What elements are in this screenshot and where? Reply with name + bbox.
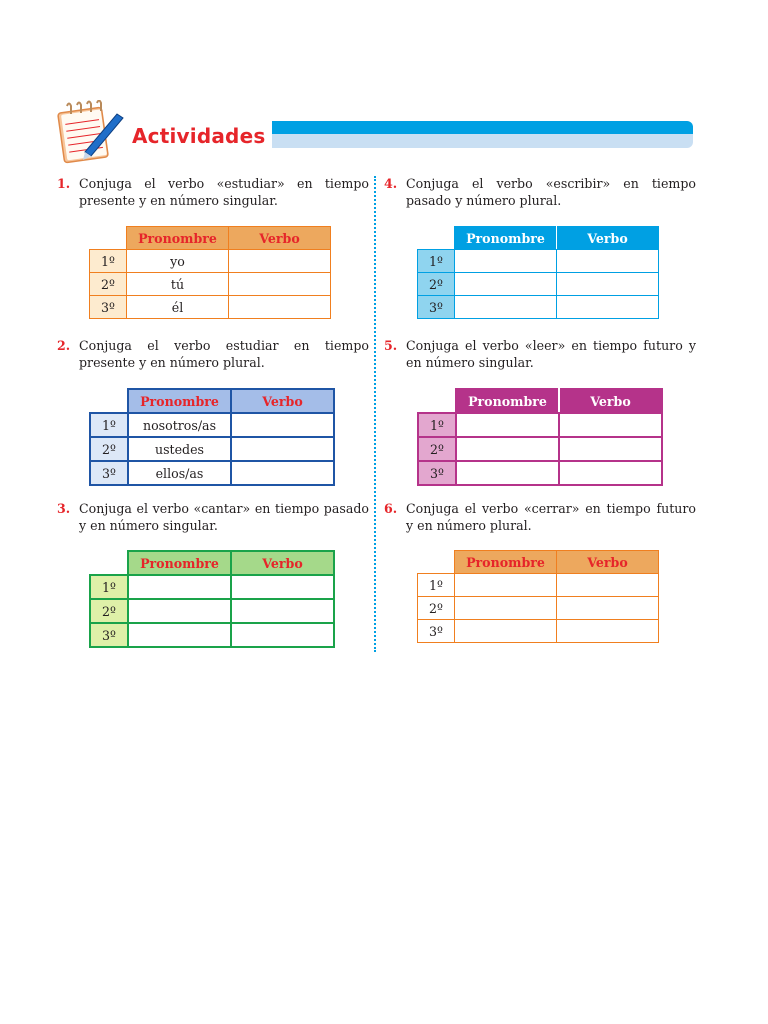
exercise-5-number: 5. bbox=[384, 338, 398, 353]
pronoun-answer-cell[interactable] bbox=[455, 273, 557, 296]
exercise-5-text: 5. Conjuga el verbo «leer» en tiempo futuro y en número singular. bbox=[384, 338, 696, 370]
verb-answer-cell[interactable] bbox=[231, 575, 334, 599]
pronoun-answer-cell[interactable] bbox=[456, 461, 559, 485]
row-number: 3º bbox=[418, 461, 456, 485]
row-number: 3º bbox=[90, 461, 128, 485]
verb-answer-cell[interactable] bbox=[557, 296, 659, 319]
row-number: 2º bbox=[90, 273, 127, 296]
row-number: 2º bbox=[90, 437, 128, 461]
verb-answer-cell[interactable] bbox=[229, 296, 331, 319]
verb-answer-cell[interactable] bbox=[231, 599, 334, 623]
verb-answer-cell[interactable] bbox=[229, 273, 331, 296]
exercise-1-number: 1. bbox=[57, 176, 71, 191]
header-verbo: Verbo bbox=[557, 551, 659, 574]
row-number: 1º bbox=[90, 575, 128, 599]
verb-answer-cell[interactable] bbox=[557, 574, 659, 597]
table-exercise-6 bbox=[417, 550, 659, 643]
pronoun-cell: tú bbox=[127, 273, 229, 296]
header-pronombre: Pronombre bbox=[127, 227, 229, 250]
header-verbo: Verbo bbox=[229, 227, 331, 250]
header-bar-top bbox=[272, 121, 693, 134]
row-number: 1º bbox=[90, 250, 127, 273]
row-number: 3º bbox=[90, 623, 128, 647]
verb-answer-cell[interactable] bbox=[559, 413, 662, 437]
pronoun-answer-cell[interactable] bbox=[455, 597, 557, 620]
row-number: 3º bbox=[418, 620, 455, 643]
header-pronombre: Pronombre bbox=[455, 551, 557, 574]
table-exercise-5 bbox=[417, 388, 663, 486]
header-pronombre: Pronombre bbox=[128, 389, 231, 413]
exercise-4 bbox=[384, 175, 696, 209]
verb-answer-cell[interactable] bbox=[231, 437, 334, 461]
notebook-pen-icon bbox=[55, 100, 127, 164]
pronoun-answer-cell[interactable] bbox=[128, 599, 231, 623]
pronoun-answer-cell[interactable] bbox=[128, 575, 231, 599]
exercise-5 bbox=[384, 337, 696, 371]
verb-answer-cell[interactable] bbox=[557, 597, 659, 620]
verb-answer-cell[interactable] bbox=[559, 461, 662, 485]
exercise-4-text: 4. Conjuga el verbo «escribir» en tiempo pasado y número plural. bbox=[384, 176, 696, 208]
table-exercise-3 bbox=[89, 550, 335, 648]
header-verbo: Verbo bbox=[557, 227, 659, 250]
header-bar-bottom bbox=[272, 134, 693, 148]
exercise-2-number: 2. bbox=[57, 338, 71, 353]
verb-answer-cell[interactable] bbox=[231, 413, 334, 437]
pronoun-cell: ustedes bbox=[128, 437, 231, 461]
exercise-1 bbox=[57, 175, 369, 209]
exercise-4-number: 4. bbox=[384, 176, 398, 191]
exercise-6-number: 6. bbox=[384, 501, 398, 516]
table-exercise-2 bbox=[89, 388, 335, 486]
verb-answer-cell[interactable] bbox=[231, 461, 334, 485]
header-pronombre: Pronombre bbox=[456, 389, 559, 413]
header-verbo: Verbo bbox=[231, 389, 334, 413]
column-divider bbox=[374, 176, 376, 652]
exercise-2-text: 2. Conjuga el verbo estudiar en tiempo presente y en número plural. bbox=[57, 338, 369, 370]
row-number: 1º bbox=[90, 413, 128, 437]
row-number: 2º bbox=[418, 437, 456, 461]
exercise-1-text: 1. Conjuga el verbo «estudiar» en tiempo presente y en número singular. bbox=[57, 176, 369, 208]
pronoun-answer-cell[interactable] bbox=[455, 250, 557, 273]
pronoun-answer-cell[interactable] bbox=[128, 623, 231, 647]
exercise-3-text: 3. Conjuga el verbo «cantar» en tiempo pasado y en número singular. bbox=[57, 501, 369, 533]
header-pronombre: Pronombre bbox=[455, 227, 557, 250]
row-number: 1º bbox=[418, 250, 455, 273]
exercise-3 bbox=[57, 500, 369, 534]
page-title: Actividades bbox=[132, 124, 266, 148]
pronoun-cell: yo bbox=[127, 250, 229, 273]
pronoun-answer-cell[interactable] bbox=[455, 296, 557, 319]
pronoun-answer-cell[interactable] bbox=[456, 413, 559, 437]
row-number: 2º bbox=[90, 599, 128, 623]
exercise-6 bbox=[384, 500, 696, 534]
exercise-6-text: 6. Conjuga el verbo «cerrar» en tiempo futuro y en número plural. bbox=[384, 501, 696, 533]
row-number: 2º bbox=[418, 597, 455, 620]
pronoun-answer-cell[interactable] bbox=[455, 574, 557, 597]
pronoun-answer-cell[interactable] bbox=[455, 620, 557, 643]
exercise-3-number: 3. bbox=[57, 501, 71, 516]
table-exercise-1 bbox=[89, 226, 331, 319]
header-verbo: Verbo bbox=[559, 389, 662, 413]
row-number: 1º bbox=[418, 413, 456, 437]
verb-answer-cell[interactable] bbox=[557, 620, 659, 643]
row-number: 3º bbox=[90, 296, 127, 319]
header-pronombre: Pronombre bbox=[128, 551, 231, 575]
verb-answer-cell[interactable] bbox=[559, 437, 662, 461]
activities-header bbox=[55, 98, 695, 164]
row-number: 2º bbox=[418, 273, 455, 296]
row-number: 3º bbox=[418, 296, 455, 319]
pronoun-cell: él bbox=[127, 296, 229, 319]
pronoun-cell: nosotros/as bbox=[128, 413, 231, 437]
pronoun-cell: ellos/as bbox=[128, 461, 231, 485]
table-exercise-4 bbox=[417, 226, 659, 319]
verb-answer-cell[interactable] bbox=[557, 250, 659, 273]
exercise-2 bbox=[57, 337, 369, 371]
verb-answer-cell[interactable] bbox=[229, 250, 331, 273]
verb-answer-cell[interactable] bbox=[557, 273, 659, 296]
pronoun-answer-cell[interactable] bbox=[456, 437, 559, 461]
row-number: 1º bbox=[418, 574, 455, 597]
header-verbo: Verbo bbox=[231, 551, 334, 575]
verb-answer-cell[interactable] bbox=[231, 623, 334, 647]
